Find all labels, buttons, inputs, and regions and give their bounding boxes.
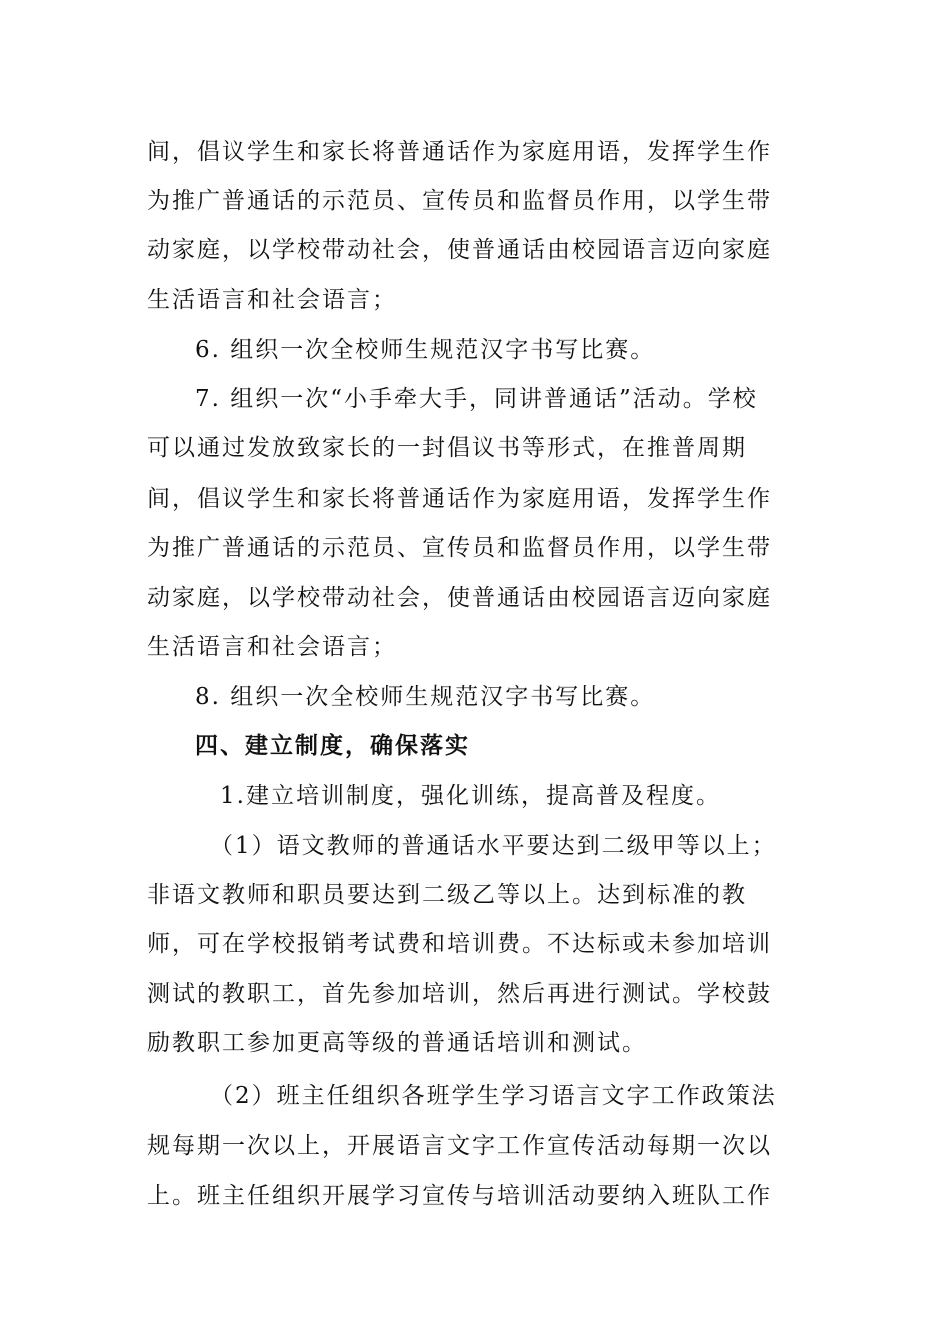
list-item-7: 7. 组织一次“小手牵大手，同讲普通话”活动。学校: [195, 386, 758, 412]
text-line: 励教职工参加更高等级的普通话培训和测试。: [147, 1030, 647, 1056]
subsection-title: 1.建立培训制度，强化训练，提高普及程度。: [220, 783, 721, 809]
text-line: 动家庭，以学校带动社会，使普通话由校园语言迈向家庭: [147, 585, 772, 611]
text-line: 上。班主任组织开展学习宣传与培训活动要纳入班队工作: [147, 1183, 772, 1209]
text-line: 动家庭，以学校带动社会，使普通话由校园语言迈向家庭: [147, 237, 772, 263]
text-line: 非语文教师和职员要达到二级乙等以上。达到标准的教: [147, 882, 747, 908]
text-line: 师，可在学校报销考试费和培训费。不达标或未参加培训: [147, 931, 772, 957]
section-heading: 四、建立制度，确保落实: [195, 733, 470, 759]
list-item-6: 6. 组织一次全校师生规范汉字书写比赛。: [195, 337, 656, 363]
text-line: 可以通过发放致家长的一封倡议书等形式，在推普周期: [147, 435, 747, 461]
list-item-8: 8. 组织一次全校师生规范汉字书写比赛。: [195, 684, 656, 710]
text-line: 生活语言和社会语言；: [147, 287, 397, 313]
text-line: （1）语文教师的普通话水平要达到二级甲等以上；: [210, 833, 777, 859]
text-line: 为推广普通话的示范员、宣传员和监督员作用，以学生带: [147, 535, 772, 561]
text-line: 间，倡议学生和家长将普通话作为家庭用语，发挥学生作: [147, 139, 772, 165]
text-line: 规每期一次以上，开展语言文字工作宣传活动每期一次以: [147, 1133, 772, 1159]
text-line: （2）班主任组织各班学生学习语言文字工作政策法: [210, 1083, 777, 1109]
text-line: 为推广普通话的示范员、宣传员和监督员作用，以学生带: [147, 188, 772, 214]
text-line: 生活语言和社会语言；: [147, 634, 397, 660]
text-line: 间，倡议学生和家长将普通话作为家庭用语，发挥学生作: [147, 486, 772, 512]
text-line: 测试的教职工，首先参加培训，然后再进行测试。学校鼓: [147, 981, 772, 1007]
